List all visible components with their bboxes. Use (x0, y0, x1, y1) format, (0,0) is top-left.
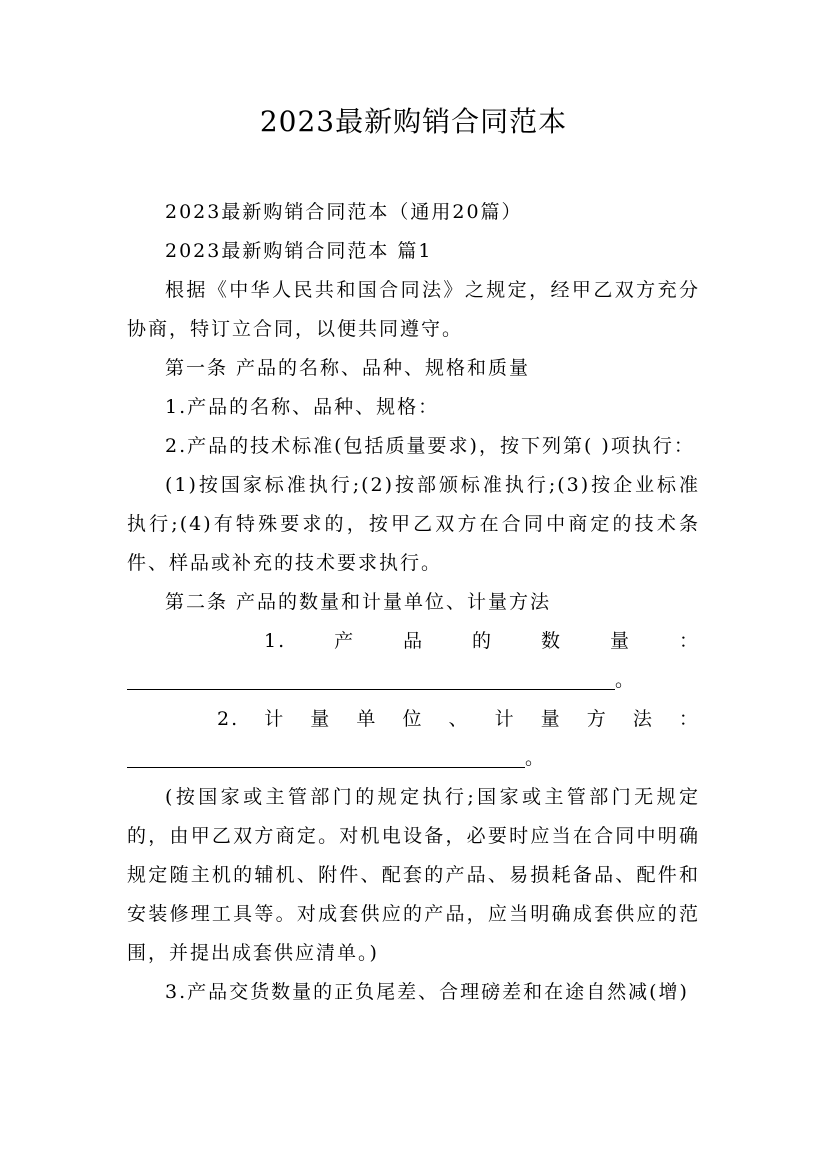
document-body (127, 193, 700, 1012)
item-1-char: 品 (403, 630, 425, 652)
item-2-char: 计 (264, 708, 286, 730)
item-1-char: 数 (541, 630, 563, 652)
article-1-item-1: 1.产品的名称、品种、规格： (165, 396, 440, 418)
item-1-char: 产 (334, 630, 356, 652)
item-1-char: 量 (609, 630, 631, 652)
article-2-item-1-blank-line (127, 661, 700, 700)
article-1-item-2-options: (1)按国家标准执行;(2)按部颁标准执行;(3)按企业标准执行;(4)有特殊要求的，按甲乙双方在合同中商定的技术条件、样品或补充的技术要求执行。 (127, 474, 700, 574)
item-1-char: 1. (264, 630, 287, 652)
intro-paragraph: 根据《中华人民共和国合同法》之规定，经甲乙双方充分协商，特订立合同，以便共同遵守。 (127, 279, 700, 340)
item-2-char: 法 (632, 708, 654, 730)
item-2-char: 、 (448, 708, 470, 730)
item-1-char: ： (678, 630, 700, 652)
item-2-char: 2. (217, 708, 240, 730)
article-1-item-2: 2.产品的技术标准(包括质量要求)，按下列第( )项执行： (165, 435, 695, 457)
part-heading: 2023最新购销合同范本 篇1 (165, 240, 433, 262)
document-title: 2023最新购销合同范本 (259, 105, 568, 138)
article-2-item-2-blank-line (127, 739, 700, 778)
item-2-char: 方 (586, 708, 608, 730)
document-subtitle: 2023最新购销合同范本（通用20篇） (165, 201, 523, 223)
blank-end-mark: 。 (615, 669, 637, 691)
article-2-item-2 (127, 700, 700, 739)
article-2-note: (按国家或主管部门的规定执行;国家或主管部门无规定的，由甲乙双方商定。对机电设备，必要时应当在合同中明确规定随主机的辅机、附件、配套的产品、易损耗备品、配件和安装修理工具等。对成套供应的产品，应当明确成套供应的范围，并提出成套供应清单。) (127, 786, 700, 964)
quantity-blank (127, 669, 615, 690)
item-2-char: 量 (540, 708, 562, 730)
article-2-item-1 (127, 622, 700, 661)
item-2-char: 位 (402, 708, 424, 730)
item-2-char: ： (678, 708, 700, 730)
article-1-title: 第一条 产品的名称、品种、规格和质量 (165, 357, 531, 379)
article-2-title: 第二条 产品的数量和计量单位、计量方法 (165, 591, 552, 613)
item-2-char: 量 (310, 708, 332, 730)
article-2-item-3: 3.产品交货数量的正负尾差、合理磅差和在途自然减(增) (165, 981, 689, 1003)
item-2-char: 单 (356, 708, 378, 730)
unit-method-blank (127, 747, 525, 768)
blank-end-mark: 。 (525, 747, 547, 769)
item-1-char: 的 (472, 630, 494, 652)
item-2-char: 计 (494, 708, 516, 730)
